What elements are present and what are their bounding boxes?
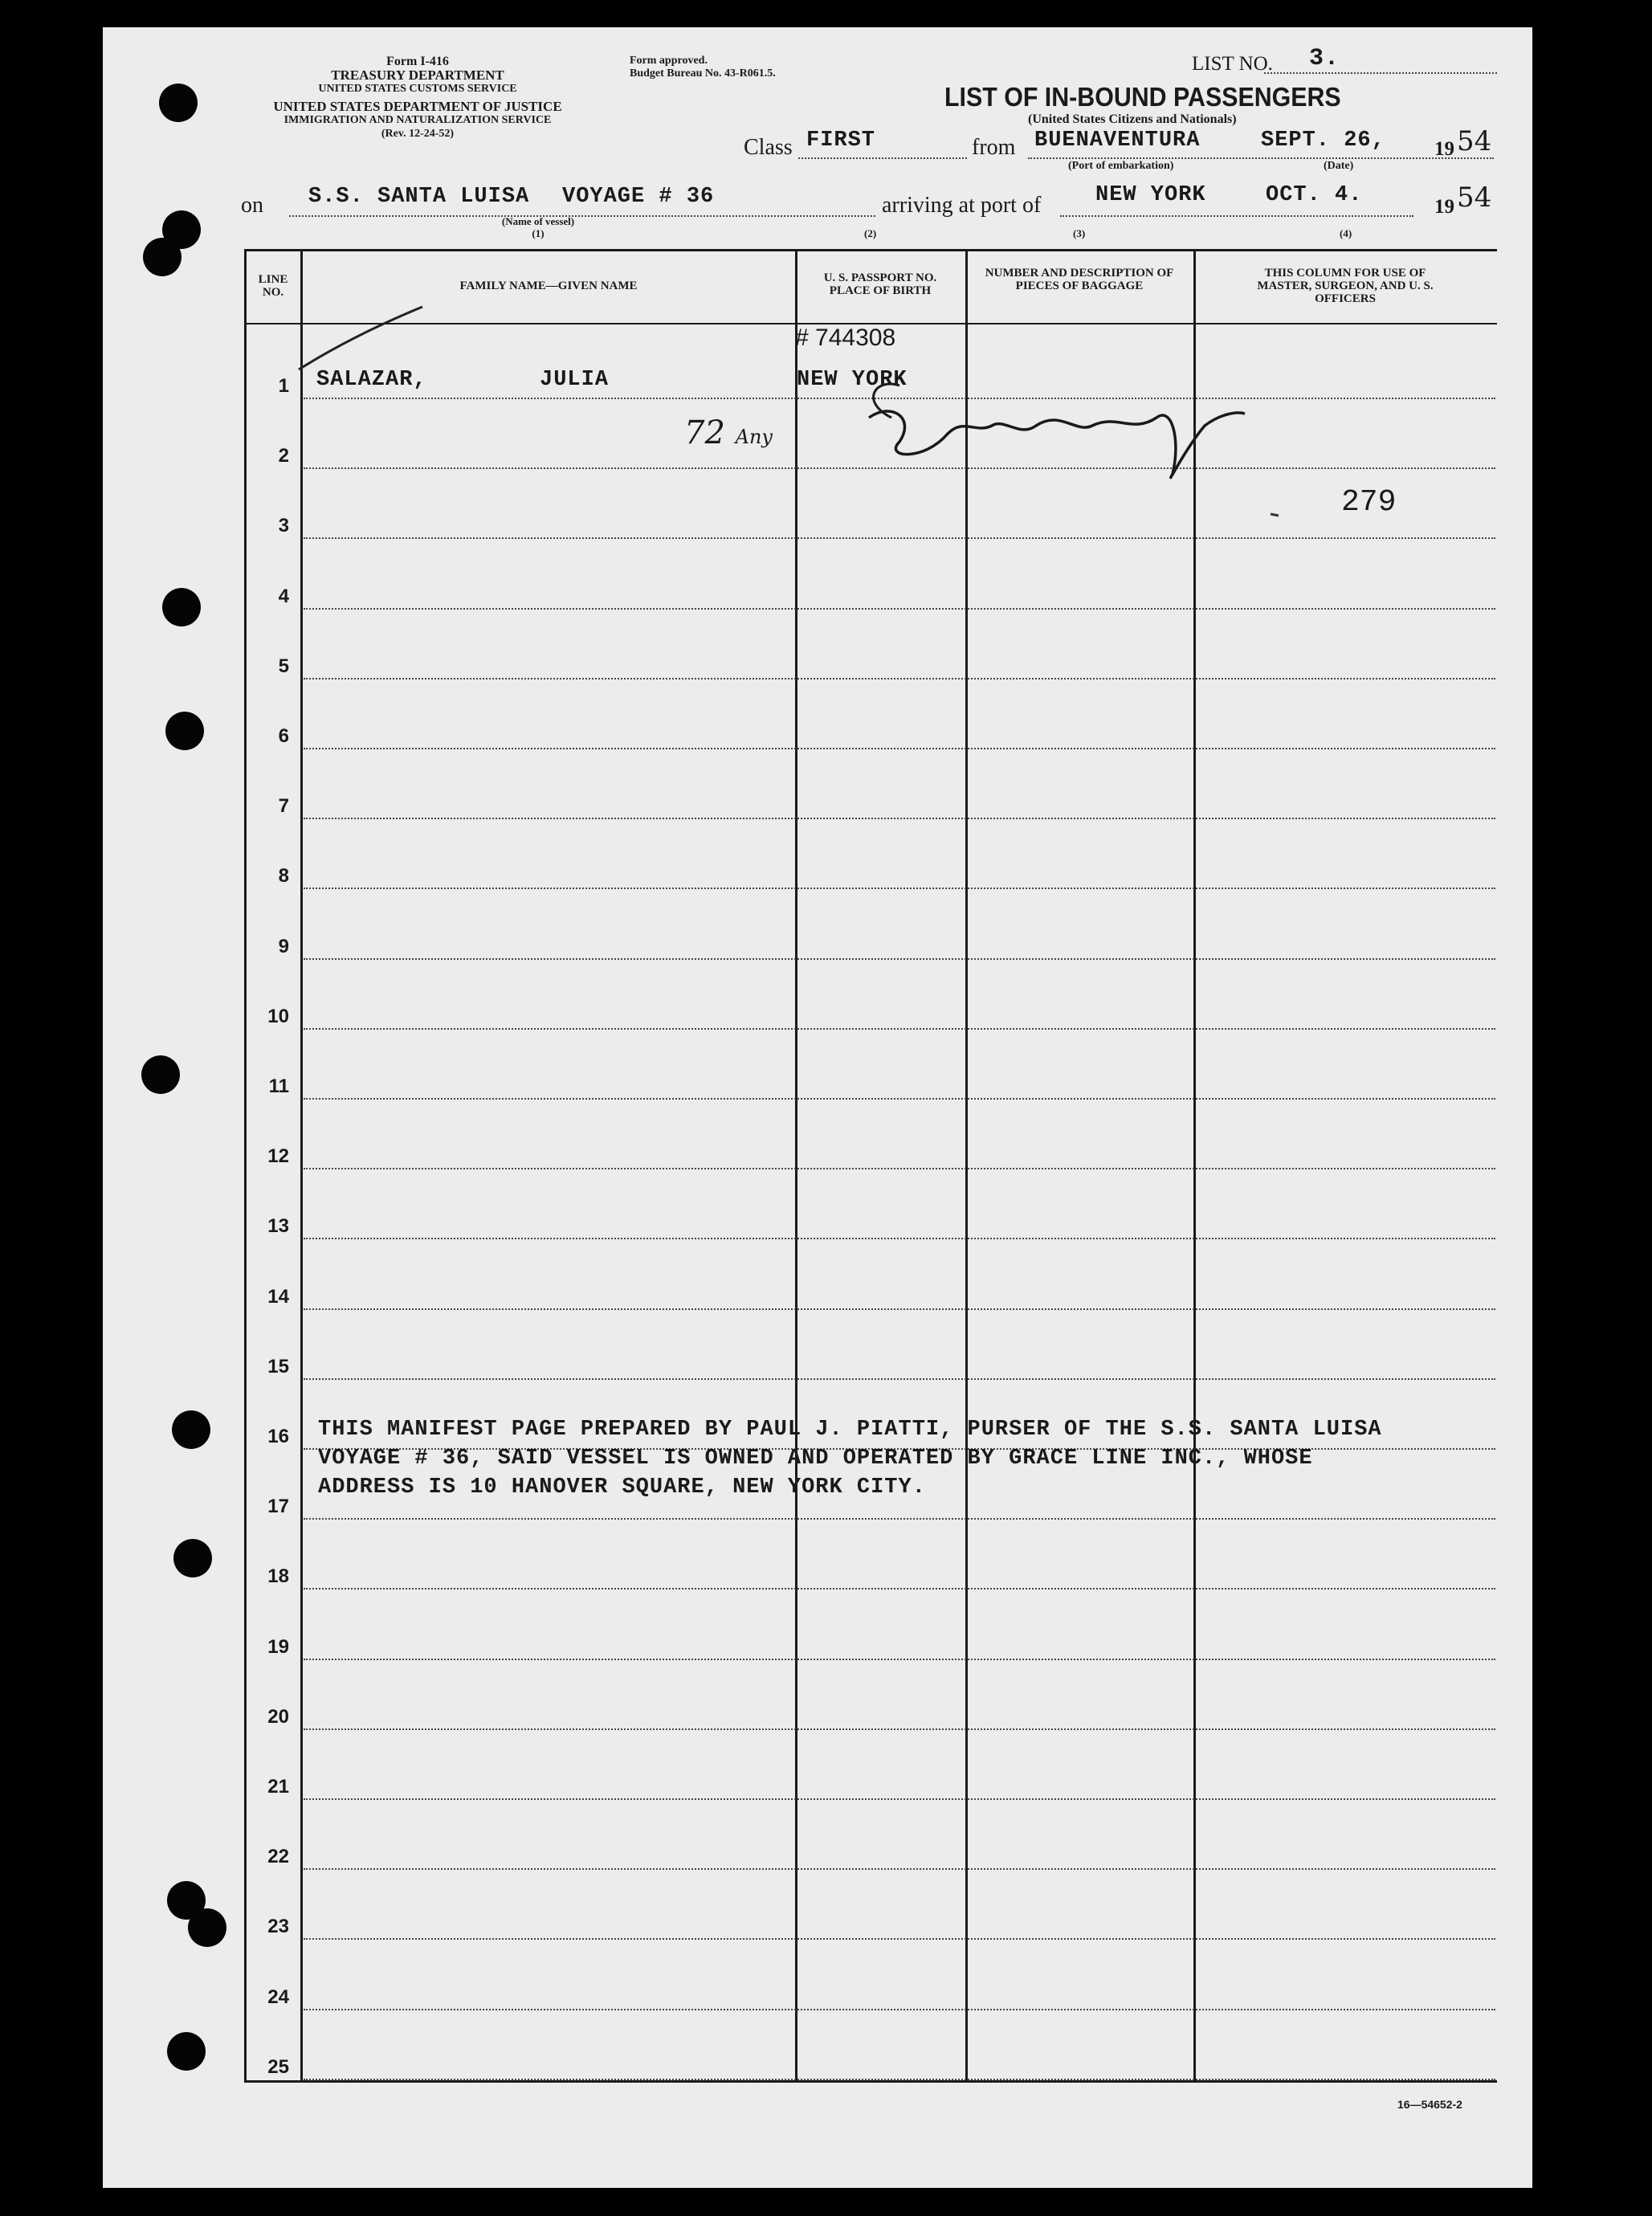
row-line: [304, 1028, 1495, 1030]
line-number: 16: [267, 1426, 289, 1447]
approval-block: [630, 55, 776, 80]
class-line: [798, 157, 967, 159]
row-line: [304, 398, 1495, 399]
arriving-label: arriving at port of: [882, 193, 1042, 218]
line-number: 6: [278, 725, 289, 747]
col-name: FAMILY NAME—GIVEN NAME: [459, 280, 638, 292]
line-number: 3: [278, 515, 289, 537]
punch-hole: [172, 1410, 210, 1449]
line-number: 9: [278, 935, 289, 957]
revision-date: (Rev. 12-24-52): [381, 128, 455, 140]
passport-number: # 744308: [795, 324, 896, 351]
ins-name: IMMIGRATION AND NATURALIZATION SERVICE: [283, 114, 552, 126]
line-number: 11: [268, 1075, 289, 1097]
line-number: 12: [267, 1145, 289, 1168]
caption-number: (1): [532, 227, 545, 239]
row-line: [304, 888, 1495, 889]
list-number-value: 3.: [1309, 45, 1340, 72]
voyage-number: VOYAGE # 36: [562, 185, 715, 209]
manifest-note: [318, 1415, 1382, 1502]
line-number: 7: [278, 795, 289, 818]
date-caption: (Date): [1324, 160, 1354, 172]
vessel-name: S.S. SANTA LUISA: [308, 185, 530, 209]
form-number: Form I-416: [386, 55, 449, 68]
row-line: [304, 1308, 1495, 1310]
class-label: Class: [744, 135, 793, 160]
col-passport: U. S. PASSPORT NO. PLACE OF BIRTH: [823, 271, 937, 297]
list-number-label: LIST NO.: [1192, 53, 1273, 75]
line-number: 21: [267, 1776, 289, 1798]
officer-number: 279: [1341, 485, 1397, 520]
column-divider: [300, 249, 303, 2083]
line-number: 10: [267, 1005, 289, 1027]
year-prefix: 19: [1434, 196, 1454, 218]
line-number: 19: [267, 1635, 289, 1658]
vessel-caption: [498, 215, 578, 239]
line-number: 1: [278, 375, 289, 397]
manifest-note-line: ADDRESS IS 10 HANOVER SQUARE, NEW YORK CITY.: [318, 1475, 926, 1500]
line-number: 25: [267, 2055, 289, 2078]
row-line: [304, 467, 1495, 469]
row-line: [304, 958, 1495, 960]
departure-date: SEPT. 26,: [1261, 129, 1385, 153]
line-number: 22: [267, 1846, 289, 1868]
line-number: 24: [267, 1985, 289, 2008]
arrival-date: OCT. 4.: [1266, 183, 1363, 207]
punch-hole: [173, 1539, 212, 1577]
punch-hole: [159, 84, 198, 122]
family-name: SALAZAR,: [316, 368, 427, 392]
arrival-line: [1060, 215, 1413, 217]
manifest-note-line: THIS MANIFEST PAGE PREPARED BY PAUL J. PIATTI, PURSER OF THE S.S. SANTA LUISA: [318, 1418, 1382, 1442]
punch-hole: [165, 712, 204, 750]
punch-hole: [188, 1908, 226, 1947]
punch-hole: [143, 238, 182, 276]
line-number: 13: [267, 1215, 289, 1238]
justice-department: UNITED STATES DEPARTMENT OF JUSTICE: [273, 99, 562, 114]
place-of-birth: NEW YORK: [797, 368, 908, 392]
row-line: [304, 1168, 1495, 1169]
department-name: TREASURY DEPARTMENT: [331, 67, 504, 83]
arrival-year: 54: [1457, 182, 1492, 214]
punch-hole: [167, 2032, 206, 2071]
row-line: [304, 1868, 1495, 1870]
row-line: [304, 748, 1495, 749]
line-number: 23: [267, 1916, 289, 1938]
row-line: [304, 818, 1495, 819]
from-label: from: [972, 135, 1016, 160]
row-line: [304, 2079, 1495, 2080]
line-number: 2: [278, 445, 289, 467]
on-label: on: [241, 193, 263, 218]
column-divider: [1193, 249, 1196, 2083]
line-number: 20: [267, 1705, 289, 1728]
col-line-no: LINE NO.: [258, 273, 288, 299]
line-number: 15: [267, 1355, 289, 1377]
punch-hole: [141, 1055, 180, 1094]
embarkation-port: BUENAVENTURA: [1034, 129, 1201, 153]
form-identifier: [289, 55, 546, 96]
row-line: [304, 1659, 1495, 1660]
handwritten-suffix: Any: [735, 426, 773, 448]
budget-bureau-line: Budget Bureau No. 43-R061.5.: [630, 67, 776, 80]
vessel-caption-text: (Name of vessel): [501, 215, 575, 227]
row-line: [304, 2009, 1495, 2010]
row-line: [304, 1938, 1495, 1940]
row-line: [304, 1098, 1495, 1100]
table-bottom-border: [244, 2080, 1497, 2083]
caption-number: (2): [864, 227, 877, 239]
approval-line: Form approved.: [630, 55, 708, 67]
col-baggage: NUMBER AND DESCRIPTION OF PIECES OF BAGGAGE: [985, 267, 1174, 292]
vessel-line: [289, 215, 875, 217]
form-subtitle: (United States Citizens and Nationals): [1028, 112, 1237, 126]
row-line: [304, 537, 1495, 539]
row-line: [304, 1238, 1495, 1239]
caption-number: (4): [1340, 227, 1352, 239]
column-divider: [795, 249, 797, 2083]
given-name: JULIA: [540, 368, 610, 392]
agency-block: [233, 100, 602, 141]
year-prefix: 19: [1434, 138, 1454, 160]
punch-hole: [162, 588, 201, 626]
port-caption: (Port of embarkation): [1068, 160, 1174, 172]
departure-year: 54: [1457, 125, 1492, 157]
list-number-line: [1264, 72, 1497, 74]
caption-number: (3): [1073, 227, 1086, 239]
column-divider: [965, 249, 968, 2083]
line-number: 4: [278, 585, 289, 607]
table-top-border: [244, 249, 1497, 251]
row-line: [304, 1798, 1495, 1800]
line-number: 5: [278, 655, 289, 677]
row-line: [304, 678, 1495, 679]
service-name: UNITED STATES CUSTOMS SERVICE: [318, 83, 517, 95]
line-number: 14: [267, 1285, 289, 1308]
row-line: [304, 608, 1495, 610]
class-value: FIRST: [806, 129, 876, 153]
line-number: 8: [278, 865, 289, 888]
line-number: 17: [267, 1496, 289, 1518]
handwritten-number: 72: [684, 414, 725, 451]
line-number: 18: [267, 1565, 289, 1588]
row-line: [304, 1378, 1495, 1380]
arrival-port: NEW YORK: [1095, 183, 1206, 207]
handwritten-note: [684, 414, 773, 451]
manifest-note-line: VOYAGE # 36, SAID VESSEL IS OWNED AND OPERATED BY GRACE LINE INC., WHOSE: [318, 1447, 1313, 1471]
row-line: [304, 1588, 1495, 1590]
form-title: LIST OF IN-BOUND PASSENGERS: [944, 82, 1341, 112]
table-left-border: [244, 249, 247, 2083]
col-officers: THIS COLUMN FOR USE OF MASTER, SURGEON, AND U. S. OFFICERS: [1257, 267, 1434, 305]
footer-code: 16—54652-2: [1397, 2098, 1462, 2111]
row-line: [304, 1728, 1495, 1730]
row-line: [304, 1518, 1495, 1520]
